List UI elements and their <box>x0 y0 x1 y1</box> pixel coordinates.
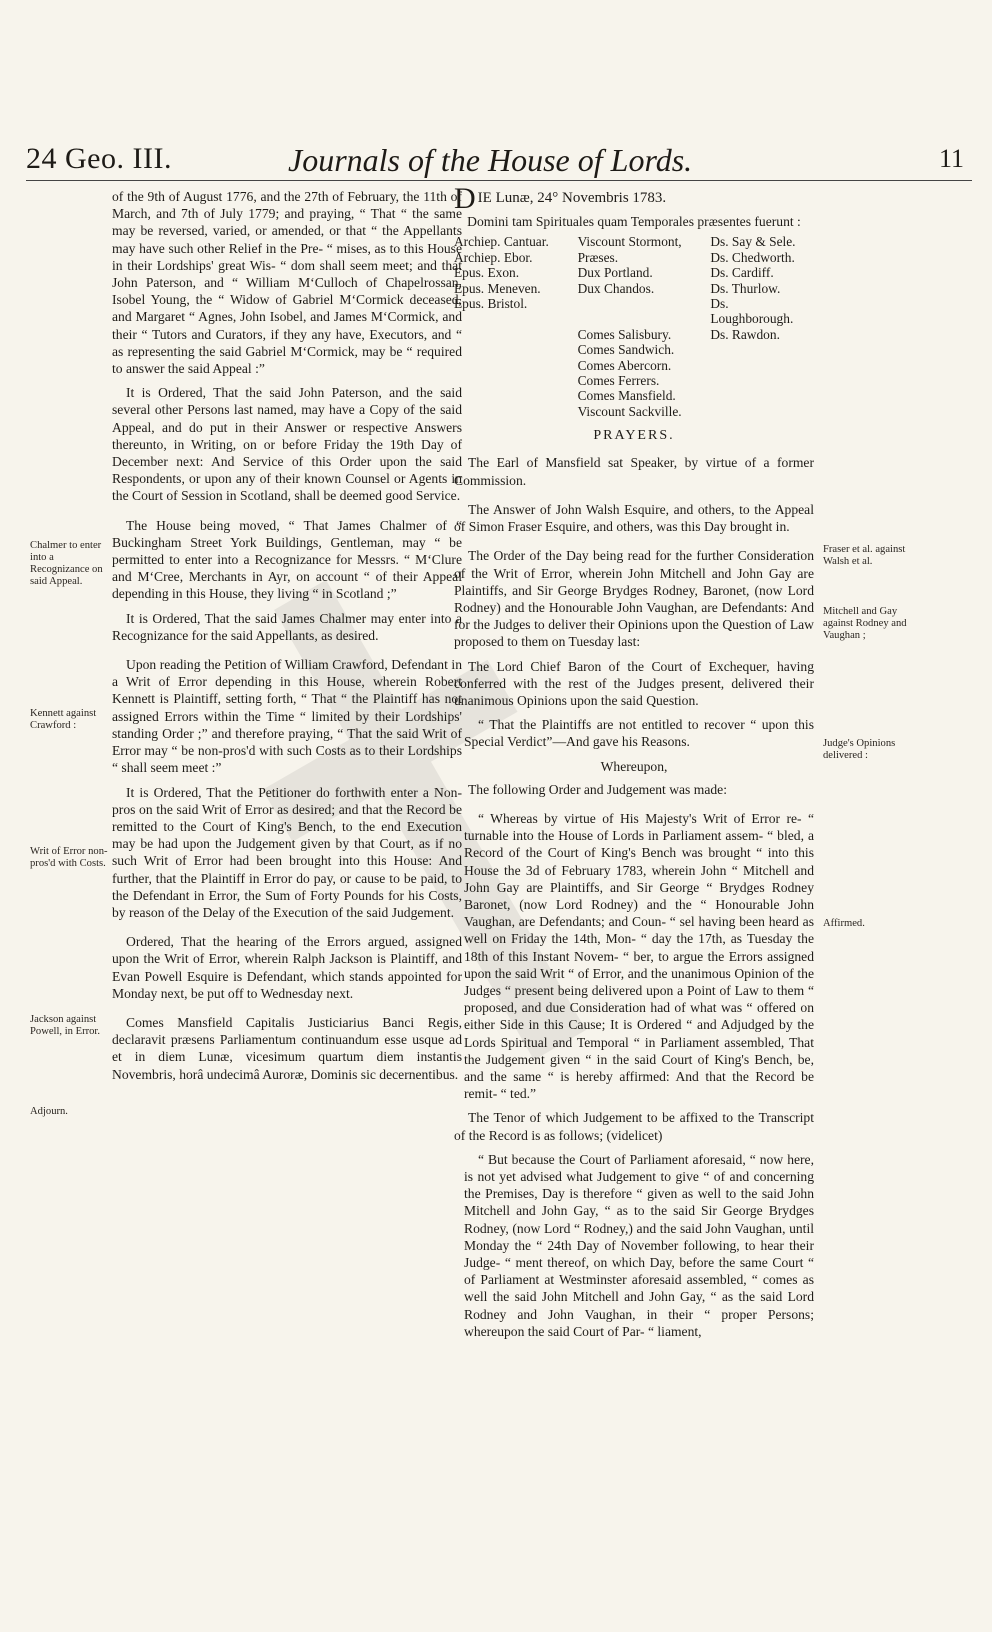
attendance-name <box>710 388 814 403</box>
margin-note-writ-non-pros: Writ of Error non-pros'd with Costs. <box>30 846 108 869</box>
margin-note-fraser: Fraser et al. against Walsh et al. <box>823 544 906 567</box>
attendance-name: Comes Mansfield. <box>577 388 676 404</box>
paragraph-jackson-powell: Ordered, That the hearing of the Errors argued, assigned upon the Writ of Error, wherein Ralph Jackson is Plaintiff, and Evan Powell Esquire is Defendant, which stands appointed for Monday next, be put off to Wednesday next. <box>112 934 462 1001</box>
attendance-name: Ds. Cardiff. <box>710 265 774 281</box>
margin-note-judges-opinions: Judge's Opinions delivered : <box>823 738 896 761</box>
paragraph-chief-baron: The Lord Chief Baron of the Court of Exchequer, having conferred with the rest of the Judges present, delivered their unanimous Opinions upon the said Question. <box>454 658 814 708</box>
attendance-name: Archiep. Cantuar. <box>454 234 549 250</box>
attendance-name <box>454 327 578 342</box>
attendance-row <box>454 281 814 296</box>
attendance-name <box>454 404 578 419</box>
lords-present-heading: Domini tam Spirituales quam Temporales præsentes fuerunt : <box>467 214 801 230</box>
attendance-name: Epus. Bristol. <box>454 296 528 312</box>
paragraph-non-pros-order: It is Ordered, That the Petitioner do forthwith enter a Non-pros on the said Writ of Error as desired; and that the Record be remitted to the Court of King's Bench, to the end Execution may be had upon the Judgement given by that Court, as if no such Writ of Error had been brought into this House: And further, that the Plaintiff in Error do pay, or cause to be paid, to the Defendant in Error, the Sum of Forty Pounds for his Costs, by reason of the Delay of the Execution of the said Judgement. <box>112 784 462 920</box>
attendance-name <box>578 296 711 327</box>
paragraph-appeal-prayer: of the 9th of August 1776, and the 27th of February, the 11th of March, and 7th of July 1779; and praying, “ That “ the same may be reversed, varied, or amended, or that “ the Appellants may have such other Relief in the Pre- “ mises, as to this House in their Lordships' great Wis- “ dom shall seem meet; and that John Paterson, and “ William M‘Culloch of Chapelrossan, Isobel Young, the “ Widow of Gabriel M‘Cormick deceased, and Margaret “ Agnes, John Isobel, and James M‘Cormick, and their “ Tutors and Curators, if they any have, Executors, and “ as representing the said Gabriel M‘Cormick, may be “ required to answer the said Appeal :” <box>112 189 462 377</box>
paragraph-chalmer-motion: The House being moved, “ That James Chalmer of “ Buckingham Street York Buildings, Gentleman, may “ be permitted to enter into a Recognizance for Messrs. “ M‘Clure and M‘Cree, Merchants in Ayr, on account “ of their Appeal depending in this House, they living “ in Scotland ;” <box>112 517 462 602</box>
session-date <box>454 182 814 215</box>
paragraph-order-of-day: The Order of the Day being read for the further Consideration of the Writ of Error, wherein John Mitchell and John Gay are Plaintiffs, and Sir George Brydges Rodney, Baronet, (now Lord Rodney) and the Honourable John Vaughan, are Defendants: And for the Judges to deliver their Opinions upon the Question of Law proposed to them on Tuesday last: <box>454 548 814 650</box>
attendance-name: Dux Chandos. <box>577 280 655 296</box>
attendance-name: Ds. Say & Sele. <box>710 234 796 250</box>
attendance-name <box>454 342 578 357</box>
regnal-year: 24 Geo. III. <box>26 142 172 175</box>
attendance-row <box>454 358 814 373</box>
paragraph-judgement-made: The following Order and Judgement was made: <box>468 781 727 797</box>
drop-cap: D <box>454 182 476 215</box>
attendance-row <box>454 234 814 249</box>
paragraph-judges-opinion: “ That the Plaintiffs are not entitled to recover “ upon this Special Verdict”—And gave his Reasons. <box>464 717 814 750</box>
attendance-row <box>454 265 814 280</box>
attendance-name: Comes Salisbury. <box>577 326 672 342</box>
attendance-name <box>454 388 578 403</box>
margin-note-jackson: Jackson against Powell, in Error. <box>30 1014 101 1037</box>
margin-note-affirmed: Affirmed. <box>823 918 865 929</box>
margin-note-mitchell: Mitchell and Gay against Rodney and Vaughan ; <box>823 606 907 641</box>
whereupon-line: Whereupon, <box>600 758 668 774</box>
attendance-table <box>454 234 814 419</box>
attendance-name: Ds. Rawdon. <box>710 326 780 342</box>
margin-note-chalmer: Chalmer to enter into a Recognizance on said Appeal. <box>30 540 103 587</box>
attendance-row <box>454 342 814 357</box>
attendance-name: Præses. <box>577 249 619 265</box>
attendance-name <box>454 373 578 388</box>
paragraph-court-not-advised: “ But because the Court of Parliament aforesaid, “ now here, is not yet advised what Judgement to give “ of and concerning the Premises, Day is therefore “ given as well to the said John Mitchell and John Gay, “ as to the said Sir George Brydges Rodney, (now Lord “ Rodney,) and the said John Vaughan, until Monday the “ 24th Day of November following, to hear their Judge- “ ment thereof, on which Day, before the same Court “ of Parliament at Westminster aforesaid assembled, “ comes as well the said John Mitchell and John Gay, “ as the said Lord Rodney and John Vaughan, in their “ proper Persons; whereupon the said Court of Par- “ liament, <box>464 1151 814 1339</box>
margin-note-adjourn: Adjourn. <box>30 1106 68 1117</box>
header-rule <box>26 180 972 181</box>
attendance-name: Epus. Exon. <box>454 265 520 281</box>
attendance-name: Dux Portland. <box>577 265 653 281</box>
attendance-name <box>454 358 578 373</box>
attendance-name: Archiep. Ebor. <box>454 249 533 265</box>
paragraph-walsh-answer: The Answer of John Walsh Esquire, and others, to the Appeal of Simon Fraser Esquire, and others, was this Day brought in. <box>454 501 814 535</box>
attendance-name: Ds. Chedworth. <box>710 249 795 265</box>
paragraph-whereas-writ: “ Whereas by virtue of His Majesty's Writ of Error re- “ turnable into the House of Lords in Parliament assem- “ bled, a Record of the Court of King's Bench was brought “ into this House the 3d of February 1783, wherein John “ Mitchell and John Gay are Plaintiffs, and Sir George “ Brydges Rodney Baronet, (now Lord Rodney) and the “ Honourable John Vaughan, are Defendants; and Coun- “ sel having been heard as well on Friday the 14th, Mon- “ day the 17th, as Tuesday the 18th of this Instant Novem- “ ber, to argue the Errors assigned upon the said Writ “ of Error, and the unanimous Opinion of the Judges “ present being delivered upon a Point of Law to them “ proposed, and due Consideration had of what was “ offered on either Side in this Cause; It is Ordered “ and Adjudged by the Lords Spiritual and Temporal “ in Parliament assembled, That the Judgement given “ in the said Court of King's Bench, be, and the same “ is hereby affirmed: And that the Record be remit- “ ted.” <box>464 810 814 1102</box>
attendance-name: Comes Sandwich. <box>577 342 675 358</box>
attendance-row <box>454 327 814 342</box>
attendance-row <box>454 250 814 265</box>
attendance-name <box>710 404 814 419</box>
paragraph-order-copy-appeal: It is Ordered, That the said John Paterson, and the said several other Persons last named, may have a Copy of the said Appeal, and do put in their Answer or respective Answers thereunto, in Writing, on or before Friday the 19th Day of December next: And Service of this Order upon the said Respondents, or upon any of their known Counsel or Agents in the Court of Session in Scotland, shall be deemed good Service. <box>112 385 462 504</box>
attendance-row <box>454 404 814 419</box>
attendance-name <box>710 358 814 373</box>
right-column <box>454 182 814 1347</box>
prayers-heading: PRAYERS. <box>593 428 675 444</box>
attendance-name <box>710 342 814 357</box>
page-number: 11 <box>938 144 964 173</box>
attendance-name: Ds. Loughborough. <box>710 296 794 327</box>
attendance-name: Comes Abercorn. <box>577 357 672 373</box>
attendance-row <box>454 373 814 388</box>
attendance-row <box>454 388 814 403</box>
paragraph-tenor: The Tenor of which Judgement to be affixed to the Transcript of the Record is as follows; (videlicet) <box>454 1110 814 1143</box>
attendance-name: Ds. Thurlow. <box>710 280 781 296</box>
running-title: Journals of the House of Lords. <box>288 142 693 178</box>
session-date-text: IE Lunæ, 24° Novembris 1783. <box>477 190 667 206</box>
paragraph-chalmer-order: It is Ordered, That the said James Chalmer may enter into a Recognizance for the said Appellants, as desired. <box>112 610 462 643</box>
margin-note-kennett: Kennett against Crawford : <box>30 708 97 731</box>
attendance-name: Comes Ferrers. <box>577 373 660 389</box>
attendance-name <box>710 373 814 388</box>
paragraph-speaker: The Earl of Mansfield sat Speaker, by virtue of a former Commission. <box>454 455 814 488</box>
paragraph-crawford-petition: Upon reading the Petition of William Crawford, Defendant in a Writ of Error depending in this House, wherein Robert Kennett is Plaintiff, setting forth, “ That “ the Plaintiff has not assigned Errors within the Time “ limited by their Lordships' standing Order ;” and therefore praying, “ That the said Writ of Error may “ be non-pros'd with such Costs as to their Lordships “ shall seem meet :” <box>112 657 462 776</box>
attendance-name: Viscount Stormont, <box>577 234 682 250</box>
attendance-row <box>454 296 814 327</box>
paragraph-adjournment: Comes Mansfield Capitalis Justiciarius Banci Regis, declaravit præsens Parliamentum continuandum esse usque ad et in diem Lunæ, vicesimum quartum diem instantis Novembris, horâ undecimâ Auroræ, Dominis sic decernentibus. <box>112 1014 462 1082</box>
left-column <box>112 188 462 1090</box>
page-header <box>26 142 972 190</box>
attendance-name: Epus. Meneven. <box>454 280 541 296</box>
attendance-name: Viscount Sackville. <box>577 403 682 419</box>
